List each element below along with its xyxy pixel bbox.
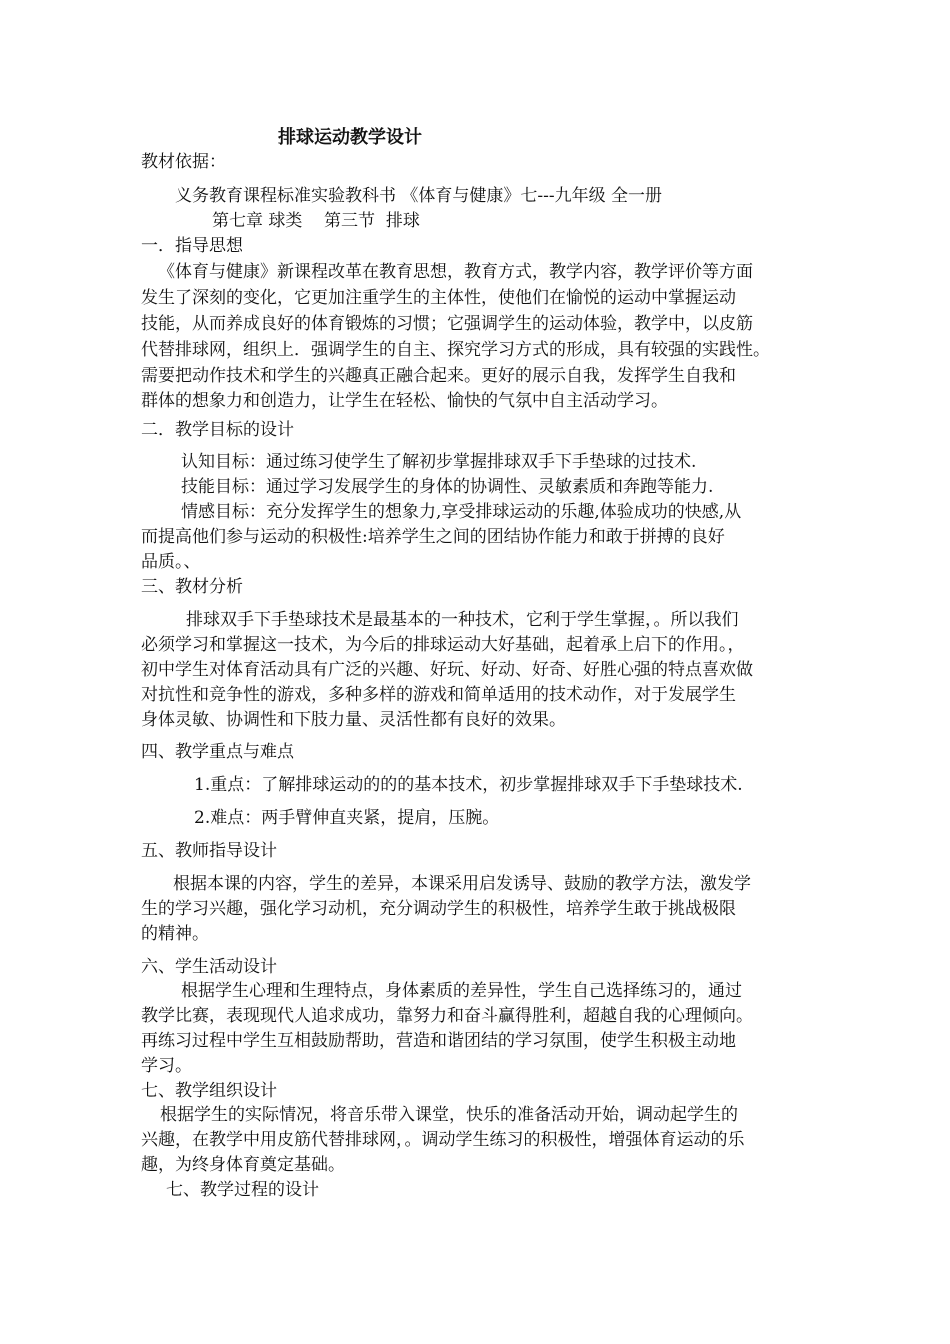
paragraph-line: 排球双手下手垫球技术是最基本的一种技术，它利于学生掌握，。所以我们 <box>186 610 739 630</box>
paragraph-line: 代替排球网，组织上．强调学生的自主、探究学习方式的形成，具有较强的实践性。 <box>141 340 770 360</box>
document-title: 排球运动教学设计 <box>278 127 422 148</box>
paragraph-line: 而提高他们参与运动的积极性:培养学生之间的团结协作能力和敢于拼搏的良好 <box>141 527 725 547</box>
paragraph-line: 的精神。 <box>141 924 209 944</box>
section-heading: 三、教材分析 <box>141 577 243 597</box>
basis-label: 教材依据： <box>141 152 226 172</box>
section-heading: 六、学生活动设计 <box>141 957 277 977</box>
paragraph-line: 教学比赛，表现现代人追求成功，靠努力和奋斗赢得胜利，超越自我的心理倾向。 <box>141 1006 753 1026</box>
paragraph-line: 生的学习兴趣，强化学习动机，充分调动学生的积极性，培养学生敢于挑战极限 <box>141 899 736 919</box>
paragraph-line: 趣，为终身体育奠定基础。 <box>141 1155 345 1175</box>
section-heading: 四、教学重点与难点 <box>141 742 294 762</box>
paragraph-line: 《体育与健康》新课程改革在教育思想，教育方式，教学内容，教学评价等方面 <box>158 262 753 282</box>
paragraph-line: 根据学生的实际情况，将音乐带入课堂，快乐的准备活动开始，调动起学生的 <box>160 1105 738 1125</box>
paragraph-line: 对抗性和竞争性的游戏，多种多样的游戏和简单适用的技术动作，对于发展学生 <box>141 685 736 705</box>
section-heading: 七、教学过程的设计 <box>166 1180 319 1200</box>
paragraph-line: 必须学习和掌握这一技术，为今后的排球运动大好基础，起着承上启下的作用。， <box>141 635 745 655</box>
paragraph-line: 品质。、 <box>141 552 201 572</box>
paragraph-line: 初中学生对体育活动具有广泛的兴趣、好玩、好动、好奇、好胜心强的特点喜欢做 <box>141 660 753 680</box>
section-heading: 七、教学组织设计 <box>141 1081 277 1101</box>
section-heading: 二．教学目标的设计 <box>141 420 294 440</box>
paragraph-line: 技能，从而养成良好的体育锻炼的习惯；它强调学生的运动体验，教学中，以皮筋 <box>141 314 753 334</box>
paragraph-line: 1.重点：了解排球运动的的的基本技术，初步掌握排球双手下手垫球技术. <box>194 775 743 795</box>
paragraph-line: 兴趣，在教学中用皮筋代替排球网，。调动学生练习的积极性，增强体育运动的乐 <box>141 1130 745 1150</box>
paragraph-line: 情感目标：充分发挥学生的想象力,享受排球运动的乐趣,体验成功的快感,从 <box>181 502 742 522</box>
paragraph-line: 根据本课的内容，学生的差异，本课采用启发诱导、鼓励的教学方法，激发学 <box>173 874 751 894</box>
paragraph-line: 2.难点：两手臂伸直夹紧，提肩，压腕。 <box>194 808 500 828</box>
section-heading: 五、教师指导设计 <box>141 841 277 861</box>
paragraph-line: 再练习过程中学生互相鼓励帮助，营造和谐团结的学习氛围，使学生积极主动地 <box>141 1031 736 1051</box>
paragraph-line: 发生了深刻的变化，它更加注重学生的主体性，使他们在愉悦的运动中掌握运动 <box>141 288 736 308</box>
section-heading: 一．指导思想 <box>141 236 243 256</box>
basis-book: 义务教育课程标准实验教科书 《体育与健康》七---九年级 全一册 <box>175 186 663 206</box>
paragraph-line: 技能目标：通过学习发展学生的身体的协调性、灵敏素质和奔跑等能力. <box>181 477 714 497</box>
basis-chapter: 第七章 球类 第三节 排球 <box>212 211 420 231</box>
paragraph-line: 认知目标：通过练习使学生了解初步掌握排球双手下手垫球的过技术. <box>181 452 697 472</box>
paragraph-line: 群体的想象力和创造力，让学生在轻松、愉快的气氛中自主活动学习。 <box>141 391 668 411</box>
paragraph-line: 学习。 <box>141 1056 192 1076</box>
paragraph-line: 身体灵敏、协调性和下肢力量、灵活性都有良好的效果。 <box>141 710 566 730</box>
paragraph-line: 根据学生心理和生理特点，身体素质的差异性，学生自己选择练习的，通过 <box>181 981 742 1001</box>
paragraph-line: 需要把动作技术和学生的兴趣真正融合起来。更好的展示自我，发挥学生自我和 <box>141 366 736 386</box>
